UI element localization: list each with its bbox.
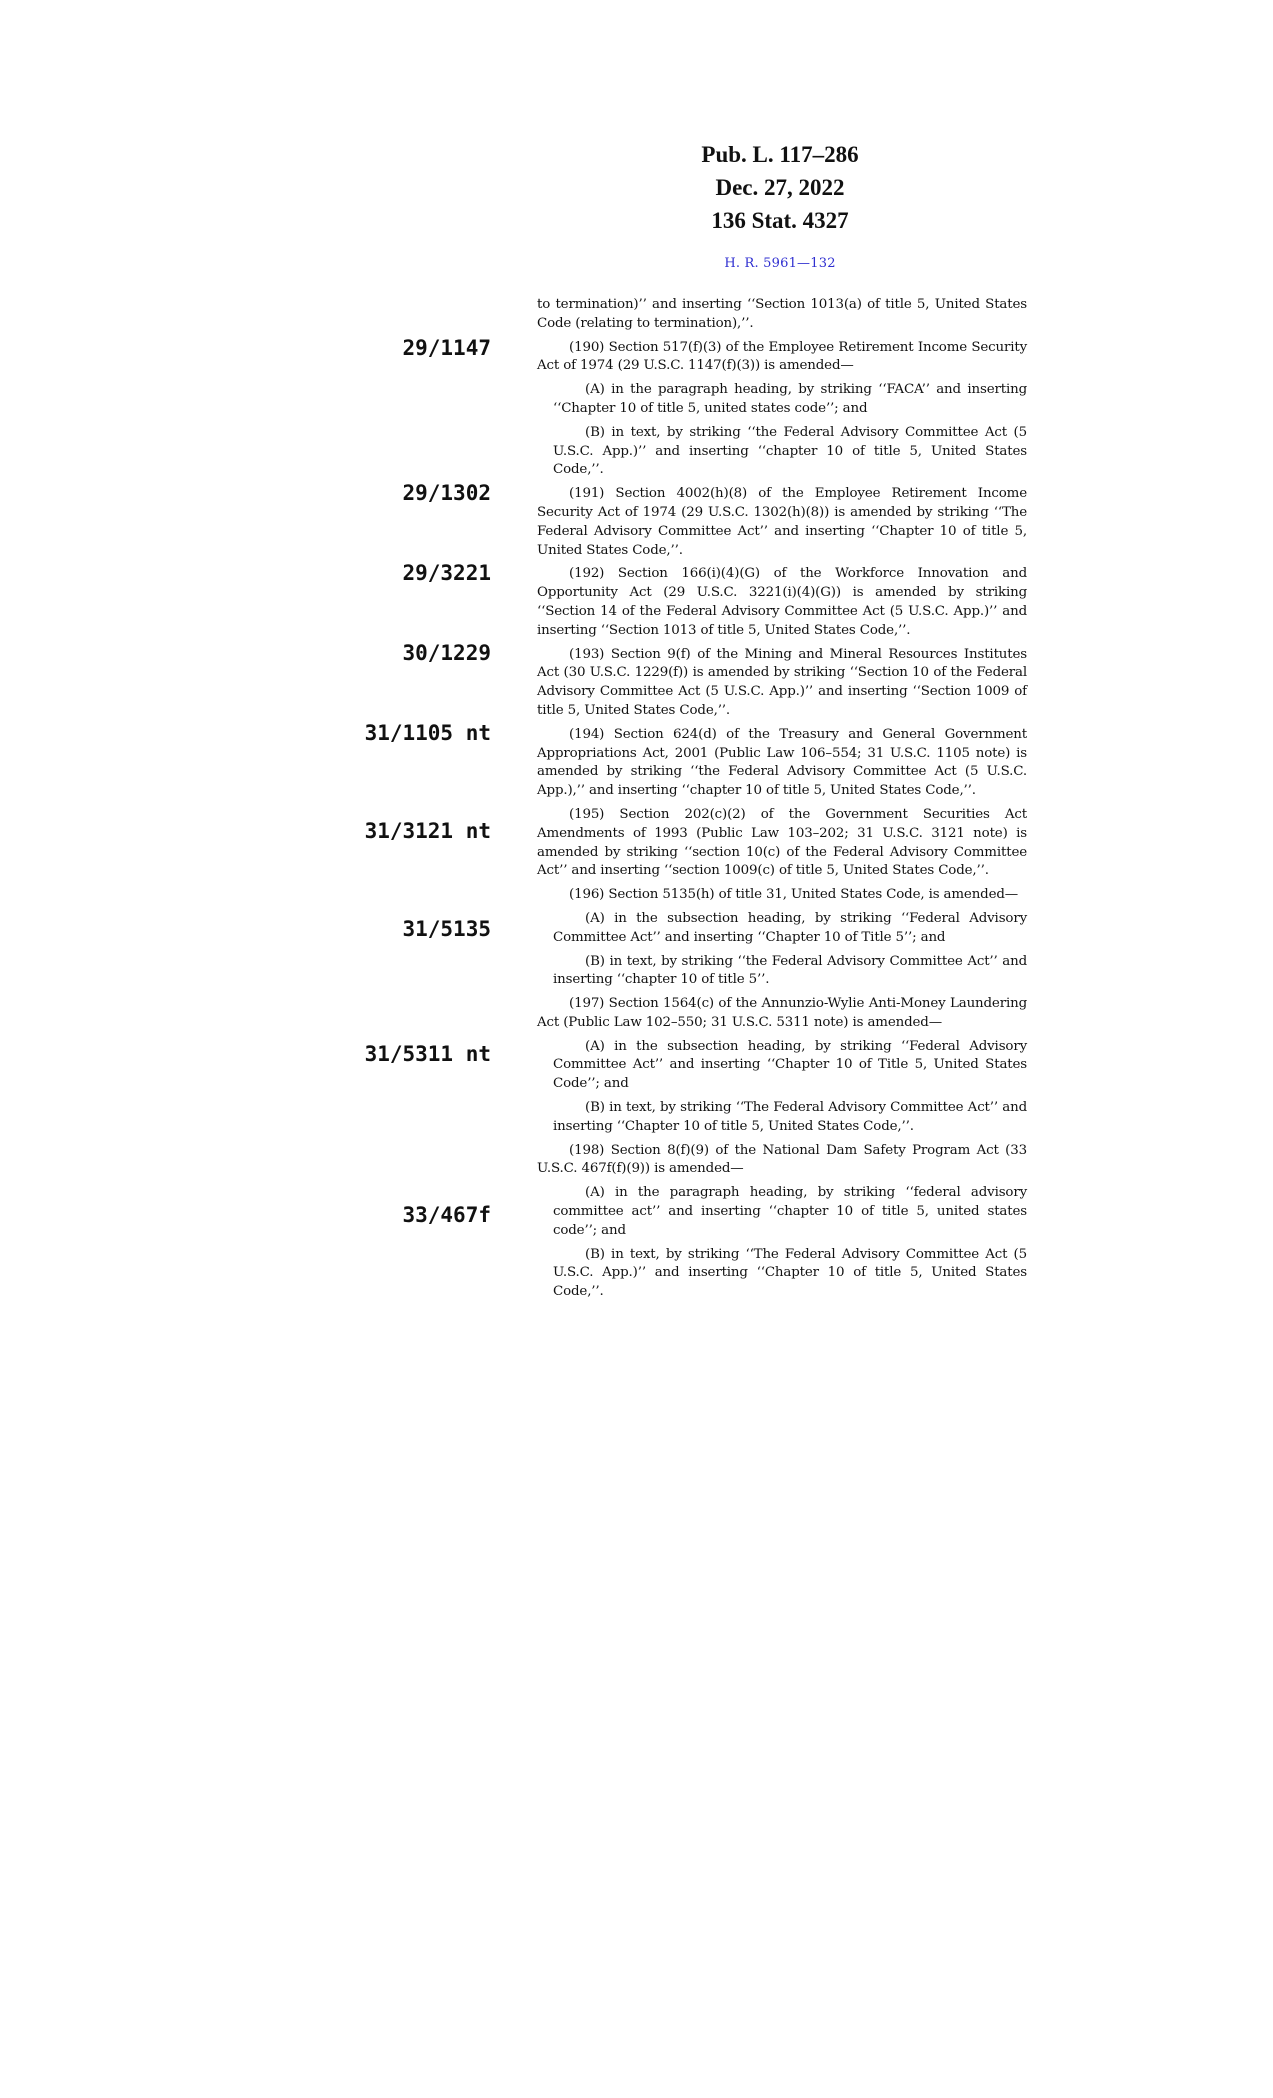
margin-citation: 29/1147 — [402, 336, 491, 360]
text-paragraph: (194) Section 624(d) of the Treasury and General Government Appropriations Act, 2001 (Public Law 106–554; 31 U.S.C. 1105 note) is amended by striking ‘‘the Federal Advisory Committee Act (5 U.S.C. App.),’’ and inserting ‘‘chapter 10 of title 5, United States Code,’’. — [537, 726, 1027, 799]
statute-text — [537, 296, 1027, 1307]
text-paragraph: (198) Section 8(f)(9) of the National Dam Safety Program Act (33 U.S.C. 467f(f)(9)) is amended— — [537, 1142, 1027, 1177]
text-paragraph: (196) Section 5135(h) of title 31, United States Code, is amended— — [569, 887, 1019, 903]
text-paragraph: to termination)’’ and inserting ‘‘Section 1013(a) of title 5, United States Code (relating to termination),’’. — [537, 297, 1027, 331]
text-subparagraph: (A) in the paragraph heading, by striking ‘‘FACA’’ and inserting ‘‘Chapter 10 of title 5, united states code’’; and — [553, 382, 1027, 416]
text-subparagraph: (A) in the paragraph heading, by striking ‘‘federal advisory committee act’’ and inserting ‘‘chapter 10 of title 5, united states code’’; and — [553, 1185, 1027, 1238]
enactment-date: Dec. 27, 2022 — [715, 175, 845, 200]
margin-citation: 30/1229 — [402, 641, 491, 665]
text-subparagraph: (B) in text, by striking ‘‘The Federal Advisory Committee Act (5 U.S.C. App.)’’ and inserting ‘‘Chapter 10 of title 5, United States Code,’’. — [553, 1246, 1027, 1300]
margin-citation: 31/5135 — [402, 917, 491, 941]
statutes-page: 136 Stat. 4327 — [711, 208, 849, 233]
text-paragraph: (190) Section 517(f)(3) of the Employee Retirement Income Security Act of 1974 (29 U.S.C. 1147(f)(3)) is amended— — [537, 339, 1027, 374]
margin-citation: 31/1105 nt — [364, 721, 491, 745]
public-law-number: Pub. L. 117–286 — [701, 142, 859, 167]
bill-reference: H. R. 5961—132 — [724, 256, 836, 271]
text-subparagraph: (A) in the subsection heading, by striking ‘‘Federal Advisory Committee Act’’ and inserting ‘‘Chapter 10 of Title 5, United States Code’’; and — [553, 1038, 1027, 1092]
margin-citation: 29/1302 — [402, 481, 491, 505]
margin-citation: 29/3221 — [402, 561, 491, 585]
text-paragraph: (195) Section 202(c)(2) of the Government Securities Act Amendments of 1993 (Public Law 103–202; 31 U.S.C. 3121 note) is amended by striking ‘‘section 10(c) of the Federal Advisory Committee Act’’ and inserting ‘‘section 1009(c) of title 5, United States Code,’’. — [537, 806, 1027, 879]
text-paragraph: (192) Section 166(i)(4)(G) of the Workforce Innovation and Opportunity Act (29 U.S.C. 3221(i)(4)(G)) is amended by striking ‘‘Section 14 of the Federal Advisory Committee Act (5 U.S.C. App.)’’ and inserting ‘‘Section 1013 of title 5, United States Code,’’. — [537, 566, 1027, 638]
text-subparagraph: (B) in text, by striking ‘‘the Federal Advisory Committee Act’’ and inserting ‘‘chapter 10 of title 5’’. — [553, 953, 1027, 988]
margin-citation: 31/3121 nt — [364, 819, 491, 843]
text-paragraph: (193) Section 9(f) of the Mining and Mineral Resources Institutes Act (30 U.S.C. 1229(f)) is amended by striking ‘‘Section 10 of the Federal Advisory Committee Act (5 U.S.C. App.)’’ and inserting ‘‘Section 1009 of title 5, United States Code,’’. — [537, 646, 1027, 718]
margin-citation: 33/467f — [402, 1203, 491, 1227]
text-subparagraph: (B) in text, by striking ‘‘The Federal Advisory Committee Act’’ and inserting ‘‘Chapter 10 of title 5, United States Code,’’. — [553, 1100, 1027, 1134]
text-subparagraph: (B) in text, by striking ‘‘the Federal Advisory Committee Act (5 U.S.C. App.)’’ and inserting ‘‘chapter 10 of title 5, United States Code,’’. — [553, 424, 1027, 478]
margin-citation: 31/5311 nt — [364, 1042, 491, 1066]
text-paragraph: (191) Section 4002(h)(8) of the Employee Retirement Income Security Act of 1974 (29 U.S.C. 1302(h)(8)) is amended by striking ‘‘The Federal Advisory Committee Act’’ and inserting ‘‘Chapter 10 of title 5, United States Code,’’. — [537, 486, 1027, 558]
text-subparagraph: (A) in the subsection heading, by striking ‘‘Federal Advisory Committee Act’’ and inserting ‘‘Chapter 10 of Title 5’’; and — [553, 910, 1027, 945]
text-paragraph: (197) Section 1564(c) of the Annunzio-Wylie Anti-Money Laundering Act (Public Law 102–550; 31 U.S.C. 5311 note) is amended— — [537, 996, 1027, 1030]
